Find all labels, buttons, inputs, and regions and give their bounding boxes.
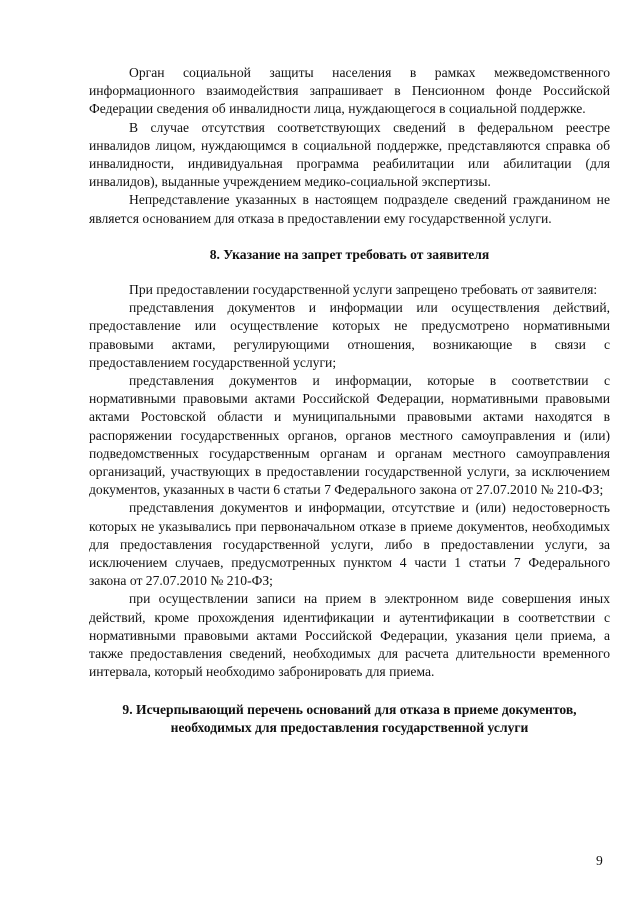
section-9-heading-line-2: необходимых для предоставления государственной услуги — [170, 719, 529, 735]
section-8-paragraph-1: При предоставлении государственной услуги запрещено требовать от заявителя: — [129, 282, 598, 298]
section-9-heading-line-1: 9. Исчерпывающий перечень оснований для отказа в приеме документов, — [122, 701, 577, 717]
section-8-paragraph-4: представления документов и информации, отсутствие и (или) недостоверность которых не указывались при первоначальном отказе в приеме документов, необходимых для предоставления государственной услуги, либо в предоставлении услуги, за исключением случаев, предусмотренных пунктом 4 части 1 статьи 7 Федерального закона от 27.07.2010 № 210-ФЗ; — [89, 500, 610, 589]
document-page — [89, 64, 610, 737]
intro-paragraph-1: Орган социальной защиты населения в рамках межведомственного информационного взаимодействия запрашивает в Пенсионном фонде Российской Федерации сведения об инвалидности лица, нуждающегося в социальной поддержке. — [89, 65, 610, 117]
section-8-paragraph-5: при осуществлении записи на прием в электронном виде совершения иных действий, кроме прохождения идентификации и аутентификации в соответствии с нормативными правовыми актами Российской Федерации, указания цели приема, а также предоставления сведений, необходимых для расчета длительности временного интервала, который необходимо забронировать для приема. — [89, 591, 610, 680]
intro-paragraph-2: В случае отсутствия соответствующих сведений в федеральном реестре инвалидов лицом, нуждающимся в социальной поддержке, представляются справка об инвалидности, индивидуальная программа реабилитации или абилитации (для инвалидов), выданные учреждением медико-социальной экспертизы. — [89, 119, 610, 190]
section-9-heading — [89, 701, 610, 737]
section-8-heading: 8. Указание на запрет требовать от заявителя — [209, 246, 490, 262]
intro-paragraph-3: Непредставление указанных в настоящем подразделе сведений гражданином не является основанием для отказа в предоставлении ему государственной услуги. — [89, 192, 610, 226]
page-number: 9 — [596, 853, 603, 868]
section-8-paragraph-3: представления документов и информации, которые в соответствии с нормативными правовыми актами Российской Федерации, нормативными правовыми актами Ростовской области и муниципальными правовыми актами находятся в распоряжении государственных органов, органов местного самоуправления и (или) подведомственных государственным органам и органам местного самоуправления организаций, участвующих в предоставлении государственной услуги, за исключением документов, указанных в части 6 статьи 7 Федерального закона от 27.07.2010 № 210-ФЗ; — [89, 373, 610, 498]
section-8-paragraph-2: представления документов и информации или осуществления действий, предоставление или осуществление которых не предусмотрено нормативными правовыми актами, регулирующими отношения, возникающие в связи с предоставлением государственной услуги; — [89, 300, 610, 370]
